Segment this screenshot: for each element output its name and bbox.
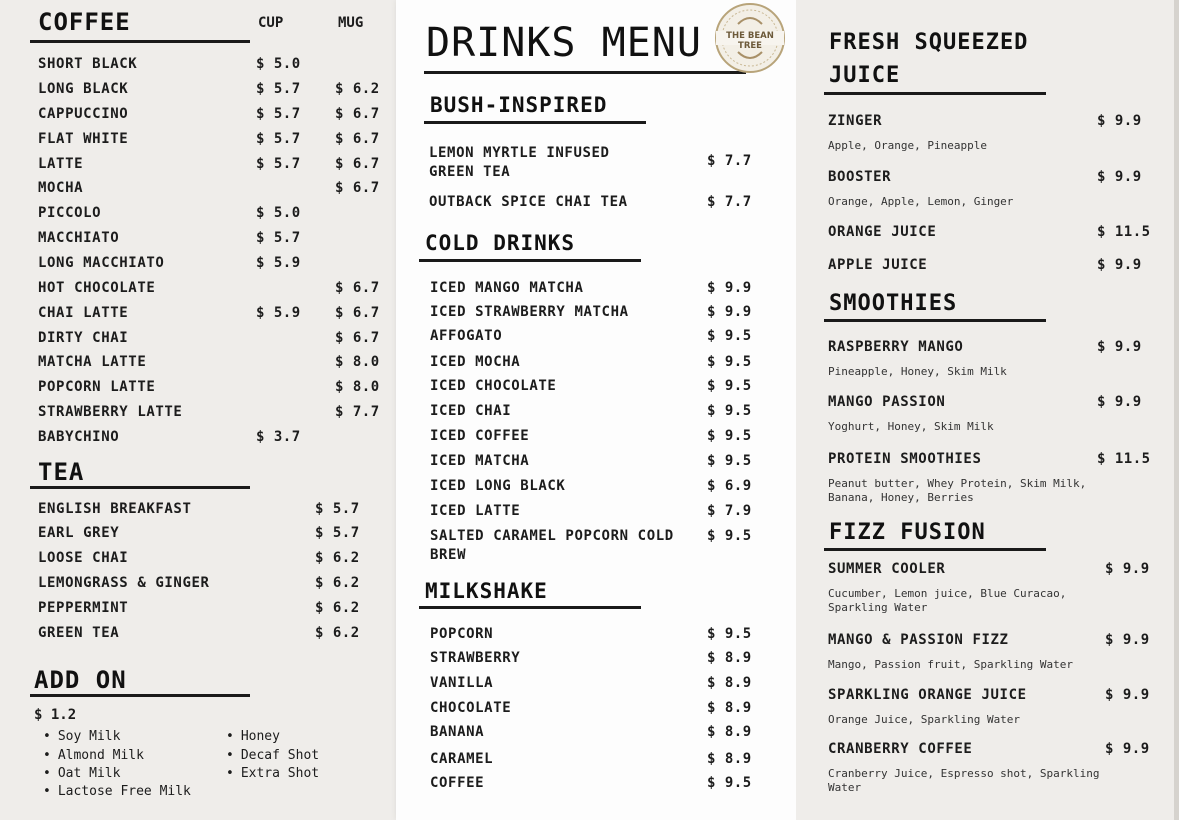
addon-option: • Honey — [226, 729, 280, 744]
smoothie-item-name: MANGO PASSION — [828, 394, 946, 410]
milkshake-item-price: $ 9.5 — [707, 626, 752, 642]
cold-drink-item-price: $ 7.9 — [707, 503, 752, 519]
center-menu-panel — [396, 0, 796, 820]
fizz-item-description: Mango, Passion fruit, Sparkling Water — [828, 658, 1074, 671]
tea-item-price: $ 5.7 — [315, 501, 360, 517]
cold-drink-item-price: $ 9.5 — [707, 328, 752, 344]
coffee-cup-price: $ 5.7 — [256, 81, 301, 97]
fizz-item-description-line2: Sparkling Water — [828, 601, 928, 614]
coffee-cup-price: $ 5.7 — [256, 156, 301, 172]
juice-item-price: $ 9.9 — [1097, 169, 1142, 185]
tea-item-name: LOOSE CHAI — [38, 550, 129, 566]
juice-item-name: BOOSTER — [828, 169, 892, 185]
juice-item-price: $ 9.9 — [1097, 257, 1142, 273]
milkshake-section-title: MILKSHAKE — [425, 579, 548, 603]
addon-option: • Soy Milk — [43, 729, 120, 744]
cold-drink-item-name: SALTED CARAMEL POPCORN COLD — [430, 528, 674, 544]
milkshake-item-price: $ 8.9 — [707, 675, 752, 691]
milkshake-item-name: COFFEE — [430, 775, 485, 791]
coffee-item-name: CAPPUCCINO — [38, 106, 129, 122]
fizz-item-description: Cranberry Juice, Espresso shot, Sparkling — [828, 767, 1100, 780]
bean-tree-logo — [714, 2, 786, 74]
cold-drink-item-price: $ 9.5 — [707, 403, 752, 419]
cold-drink-item-name: ICED CHOCOLATE — [430, 378, 557, 394]
juice-item-name: ORANGE JUICE — [828, 224, 937, 240]
coffee-cup-price: $ 5.7 — [256, 131, 301, 147]
coffee-mug-price: $ 7.7 — [335, 404, 380, 420]
cold-drink-item-name-line2: BREW — [430, 547, 467, 563]
smoothie-item-price: $ 9.9 — [1097, 394, 1142, 410]
juice-section-title-line2: JUICE — [829, 63, 901, 88]
fizz-item-description: Orange Juice, Sparkling Water — [828, 713, 1021, 726]
left-menu-panel — [0, 0, 396, 820]
juice-title-rule — [824, 92, 1046, 95]
smoothie-item-price: $ 11.5 — [1097, 451, 1151, 467]
tea-item-price: $ 5.7 — [315, 525, 360, 541]
cold-drink-item-price: $ 9.9 — [707, 280, 752, 296]
milkshake-item-name: BANANA — [430, 724, 485, 740]
smoothies-section-title: SMOOTHIES — [829, 291, 958, 316]
coffee-mug-price: $ 6.7 — [335, 180, 380, 196]
juice-item-name: APPLE JUICE — [828, 257, 928, 273]
milkshake-item-name: CARAMEL — [430, 751, 494, 767]
coffee-cup-price: $ 5.7 — [256, 230, 301, 246]
coffee-cup-price: $ 5.9 — [256, 255, 301, 271]
smoothie-item-description: Pineapple, Honey, Skim Milk — [828, 365, 1007, 378]
fizz-section-title: FIZZ FUSION — [829, 520, 986, 545]
bush-item-name: OUTBACK SPICE CHAI TEA — [429, 194, 628, 210]
coffee-mug-column-header: MUG — [338, 15, 364, 31]
cold-drink-item-price: $ 9.5 — [707, 378, 752, 394]
coffee-item-name: PICCOLO — [38, 205, 102, 221]
menu-title: DRINKS MENU — [426, 20, 702, 66]
tea-section-title: TEA — [38, 458, 85, 486]
smoothie-item-price: $ 9.9 — [1097, 339, 1142, 355]
smoothie-item-description-line2: Banana, Honey, Berries — [828, 491, 974, 504]
tea-item-price: $ 6.2 — [315, 575, 360, 591]
coffee-cup-price: $ 5.0 — [256, 56, 301, 72]
bush-item-name: LEMON MYRTLE INFUSED — [429, 145, 610, 161]
juice-item-name: ZINGER — [828, 113, 883, 129]
fizz-item-name: MANGO & PASSION FIZZ — [828, 632, 1009, 648]
tea-item-name: GREEN TEA — [38, 625, 120, 641]
juice-section-title-line1: FRESH SQUEEZED — [829, 30, 1029, 55]
menu-title-rule — [424, 71, 746, 74]
addon-option: • Almond Milk — [43, 748, 144, 763]
fizz-item-price: $ 9.9 — [1105, 741, 1150, 757]
cold-drink-item-name: ICED COFFEE — [430, 428, 530, 444]
coffee-cup-price: $ 3.7 — [256, 429, 301, 445]
cold-drink-item-price: $ 9.5 — [707, 453, 752, 469]
coffee-mug-price: $ 8.0 — [335, 354, 380, 370]
coffee-title-rule — [30, 40, 250, 43]
coffee-item-name: STRAWBERRY LATTE — [38, 404, 183, 420]
coffee-item-name: MOCHA — [38, 180, 84, 196]
bush-item-name-line2: GREEN TEA — [429, 164, 511, 180]
addon-option: • Lactose Free Milk — [43, 784, 191, 799]
smoothies-title-rule — [824, 319, 1046, 322]
smoothie-item-name: RASPBERRY MANGO — [828, 339, 964, 355]
addon-option: • Extra Shot — [226, 766, 319, 781]
cold-drink-item-price: $ 9.5 — [707, 528, 752, 544]
fizz-title-rule — [824, 548, 1046, 551]
addon-title-rule — [30, 694, 250, 697]
coffee-section-title: COFFEE — [38, 8, 131, 36]
coffee-item-name: LONG MACCHIATO — [38, 255, 165, 271]
coffee-item-name: HOT CHOCOLATE — [38, 280, 156, 296]
coffee-mug-price: $ 6.7 — [335, 330, 380, 346]
cold-drink-item-price: $ 9.5 — [707, 354, 752, 370]
juice-item-price: $ 11.5 — [1097, 224, 1151, 240]
milkshake-item-name: CHOCOLATE — [430, 700, 512, 716]
coffee-item-name: CHAI LATTE — [38, 305, 129, 321]
smoothie-item-name: PROTEIN SMOOTHIES — [828, 451, 982, 467]
coffee-item-name: FLAT WHITE — [38, 131, 129, 147]
tea-item-price: $ 6.2 — [315, 625, 360, 641]
juice-item-price: $ 9.9 — [1097, 113, 1142, 129]
addon-option: • Oat Milk — [43, 766, 120, 781]
bush-item-price: $ 7.7 — [707, 153, 752, 169]
coffee-item-name: MATCHA LATTE — [38, 354, 147, 370]
juice-item-description: Orange, Apple, Lemon, Ginger — [828, 195, 1014, 208]
coffee-mug-price: $ 6.7 — [335, 106, 380, 122]
cold-drink-item-price: $ 9.5 — [707, 428, 752, 444]
coffee-cup-price: $ 5.7 — [256, 106, 301, 122]
fizz-item-name: SUMMER COOLER — [828, 561, 946, 577]
fizz-item-description: Cucumber, Lemon juice, Blue Curacao, — [828, 587, 1067, 600]
cold-drink-item-price: $ 9.9 — [707, 304, 752, 320]
milkshake-item-price: $ 8.9 — [707, 724, 752, 740]
page-edge — [1174, 0, 1179, 820]
coffee-cup-column-header: CUP — [258, 15, 284, 31]
addon-section-title: ADD ON — [34, 666, 127, 694]
coffee-cup-price: $ 5.0 — [256, 205, 301, 221]
milkshake-item-price: $ 9.5 — [707, 775, 752, 791]
tea-item-name: PEPPERMINT — [38, 600, 129, 616]
fizz-item-description-line2: Water — [828, 781, 862, 794]
milkshake-item-name: POPCORN — [430, 626, 494, 642]
milkshake-item-name: STRAWBERRY — [430, 650, 521, 666]
tea-item-name: LEMONGRASS & GINGER — [38, 575, 210, 591]
cold-section-title: COLD DRINKS — [425, 231, 576, 255]
cold-drink-item-name: ICED MOCHA — [430, 354, 521, 370]
tea-title-rule — [30, 486, 250, 489]
cold-drink-item-name: ICED CHAI — [430, 403, 512, 419]
tea-item-name: EARL GREY — [38, 525, 120, 541]
coffee-item-name: SHORT BLACK — [38, 56, 138, 72]
coffee-mug-price: $ 6.7 — [335, 305, 380, 321]
tea-item-name: ENGLISH BREAKFAST — [38, 501, 192, 517]
milkshake-item-price: $ 8.9 — [707, 751, 752, 767]
coffee-item-name: LATTE — [38, 156, 84, 172]
cold-title-rule — [419, 259, 641, 262]
bush-section-title: BUSH-INSPIRED — [430, 93, 608, 117]
cold-drink-item-name: ICED MANGO MATCHA — [430, 280, 584, 296]
coffee-cup-price: $ 5.9 — [256, 305, 301, 321]
coffee-mug-price: $ 6.7 — [335, 156, 380, 172]
logo-text: THE BEAN TREE — [726, 31, 774, 51]
right-menu-panel — [796, 0, 1174, 820]
addon-option: • Decaf Shot — [226, 748, 319, 763]
coffee-item-name: DIRTY CHAI — [38, 330, 129, 346]
coffee-mug-price: $ 6.7 — [335, 280, 380, 296]
fizz-item-name: CRANBERRY COFFEE — [828, 741, 973, 757]
milkshake-title-rule — [419, 606, 641, 609]
tea-item-price: $ 6.2 — [315, 600, 360, 616]
coffee-item-name: MACCHIATO — [38, 230, 120, 246]
coffee-item-name: BABYCHINO — [38, 429, 120, 445]
coffee-mug-price: $ 8.0 — [335, 379, 380, 395]
tea-item-price: $ 6.2 — [315, 550, 360, 566]
coffee-item-name: POPCORN LATTE — [38, 379, 156, 395]
bush-title-rule — [424, 121, 646, 124]
fizz-item-price: $ 9.9 — [1105, 687, 1150, 703]
cold-drink-item-price: $ 6.9 — [707, 478, 752, 494]
juice-item-description: Apple, Orange, Pineapple — [828, 139, 987, 152]
fizz-item-price: $ 9.9 — [1105, 561, 1150, 577]
coffee-mug-price: $ 6.7 — [335, 131, 380, 147]
fizz-item-price: $ 9.9 — [1105, 632, 1150, 648]
milkshake-item-price: $ 8.9 — [707, 650, 752, 666]
cold-drink-item-name: ICED STRAWBERRY MATCHA — [430, 304, 629, 320]
coffee-item-name: LONG BLACK — [38, 81, 129, 97]
smoothie-item-description: Peanut butter, Whey Protein, Skim Milk, — [828, 477, 1087, 490]
coffee-mug-price: $ 6.2 — [335, 81, 380, 97]
cold-drink-item-name: AFFOGATO — [430, 328, 503, 344]
milkshake-item-name: VANILLA — [430, 675, 494, 691]
cold-drink-item-name: ICED LONG BLACK — [430, 478, 566, 494]
cold-drink-item-name: ICED MATCHA — [430, 453, 530, 469]
cold-drink-item-name: ICED LATTE — [430, 503, 521, 519]
milkshake-item-price: $ 8.9 — [707, 700, 752, 716]
smoothie-item-description: Yoghurt, Honey, Skim Milk — [828, 420, 994, 433]
bush-item-price: $ 7.7 — [707, 194, 752, 210]
addon-price: $ 1.2 — [34, 707, 77, 723]
fizz-item-name: SPARKLING ORANGE JUICE — [828, 687, 1027, 703]
